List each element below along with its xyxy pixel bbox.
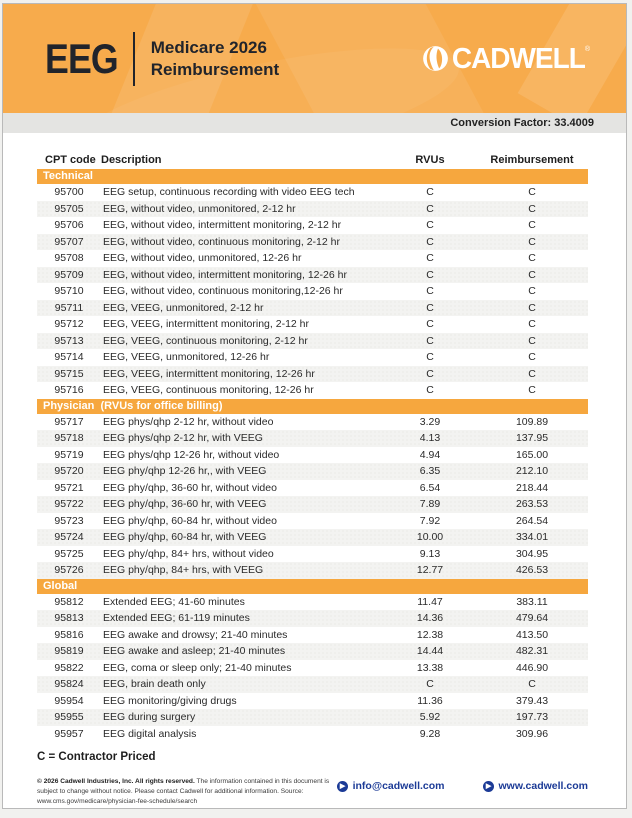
reimbursement-cell: C: [528, 268, 536, 281]
reimbursement-cell: 218.44: [515, 481, 549, 494]
rvus-cell: C: [426, 334, 434, 347]
section-rows: [37, 414, 588, 579]
table-row: [37, 447, 588, 464]
contractor-priced-legend: C = Contractor Priced: [37, 751, 156, 763]
cpt-code-cell: 95824: [54, 678, 84, 691]
cpt-code-cell: 95812: [54, 595, 84, 608]
arrow-circle-icon: ▶: [337, 781, 348, 792]
copyright-rest: The information contained in this document is subject to change without notice. Please contact Cadwell for additional information. Source: www.cms.gov/medicare/physician-fee-schedule/search: [37, 778, 330, 805]
table-header-row: [37, 154, 588, 166]
description-cell: EEG, without video, unmonitored, 2-12 hr: [103, 202, 296, 215]
description-cell: EEG, VEEG, continuous monitoring, 12-26 hr: [103, 384, 314, 397]
rvus-cell: C: [426, 186, 434, 199]
reimbursement-cell: C: [528, 351, 536, 364]
cpt-code-cell: 95716: [54, 384, 84, 397]
cpt-code-cell: 95705: [54, 202, 84, 215]
arrow-circle-icon: ▶: [483, 781, 494, 792]
description-cell: EEG, without video, continuous monitoring, 2-12 hr: [103, 235, 340, 248]
cpt-code-cell: 95813: [54, 612, 84, 625]
description-cell: EEG phy/qhp, 60-84 hr, without video: [103, 514, 277, 527]
description-cell: EEG, without video, unmonitored, 12-26 hr: [103, 252, 302, 265]
cpt-code-cell: 95819: [54, 645, 84, 658]
cadwell-logo-icon: [422, 45, 449, 72]
rvus-cell: 4.13: [419, 432, 441, 445]
document-page: [2, 3, 627, 809]
table-row: [37, 201, 588, 218]
fee-table: [3, 154, 626, 742]
rvus-cell: 11.47: [417, 595, 443, 608]
rvus-cell: C: [426, 252, 434, 265]
reimbursement-cell: 263.53: [515, 498, 549, 511]
conversion-factor-label: Conversion Factor: 33.4009: [450, 117, 594, 129]
header-divider: [133, 32, 135, 86]
reimbursement-cell: 426.53: [515, 564, 549, 577]
table-row: [37, 513, 588, 530]
description-cell: EEG, VEEG, intermittent monitoring, 12-26 hr: [103, 367, 315, 380]
email-link[interactable]: [337, 780, 445, 792]
rvus-cell: 7.89: [419, 498, 441, 511]
rvus-cell: C: [426, 285, 434, 298]
cadwell-logo: [422, 43, 590, 75]
page-title: [151, 37, 279, 80]
table-row: [37, 316, 588, 333]
website-link[interactable]: [483, 780, 588, 792]
table-row: [37, 267, 588, 284]
rvus-cell: 12.77: [416, 564, 444, 577]
rvus-cell: 9.28: [419, 727, 441, 740]
section-header-technical: Technical: [37, 169, 588, 184]
reimbursement-cell: C: [528, 202, 536, 215]
cpt-code-cell: 95707: [54, 235, 84, 248]
rvus-cell: 14.44: [416, 645, 444, 658]
table-row: [37, 546, 588, 563]
page-title-line1: Medicare 2026: [150, 38, 267, 58]
description-cell: EEG, VEEG, intermittent monitoring, 2-12 hr: [103, 318, 310, 331]
cpt-code-cell: 95957: [54, 727, 84, 740]
cpt-code-cell: 95711: [54, 301, 84, 314]
description-cell: EEG phy/qhp 12-26 hr,, with VEEG: [103, 465, 267, 478]
description-cell: EEG digital analysis: [103, 727, 197, 740]
rvus-cell: C: [426, 235, 434, 248]
table-row: [37, 627, 588, 644]
conversion-factor-bar: [3, 113, 626, 133]
reimbursement-cell: C: [528, 367, 536, 380]
footer: [37, 777, 588, 807]
description-cell: EEG, without video, continuous monitoring,12-26 hr: [103, 285, 343, 298]
reimbursement-cell: 379.43: [515, 694, 549, 707]
cpt-code-cell: 95955: [54, 711, 84, 724]
table-row: [37, 463, 588, 480]
cpt-code-cell: 95717: [54, 415, 84, 428]
description-cell: EEG phys/qhp 2-12 hr, without video: [103, 415, 274, 428]
cpt-code-cell: 95708: [54, 252, 84, 265]
section-rows: [37, 184, 588, 399]
cadwell-logo-text: CADWELL: [451, 42, 585, 74]
rvus-cell: 6.54: [419, 481, 441, 494]
table-row: [37, 283, 588, 300]
table-row: [37, 562, 588, 579]
email-link-label: info@cadwell.com: [352, 780, 445, 792]
description-cell: EEG phys/qhp 2-12 hr, with VEEG: [103, 432, 263, 445]
rvus-cell: C: [426, 219, 434, 232]
reimbursement-cell: C: [528, 678, 536, 691]
cpt-code-cell: 95726: [54, 564, 84, 577]
reimbursement-cell: 482.31: [515, 645, 549, 658]
col-header-reimbursement: Reimbursement: [490, 154, 574, 166]
modality-label: EEG: [45, 34, 118, 82]
description-cell: EEG phy/qhp, 36-60 hr, with VEEG: [103, 498, 267, 511]
reimbursement-cell: 197.73: [515, 711, 549, 724]
reimbursement-cell: 446.90: [515, 661, 549, 674]
table-row: [37, 726, 588, 743]
copyright-text: [37, 777, 337, 807]
col-header-rvus: RVUs: [415, 154, 445, 166]
reimbursement-cell: C: [528, 285, 536, 298]
reimbursement-cell: 479.64: [515, 612, 549, 625]
description-cell: EEG, VEEG, unmonitored, 2-12 hr: [103, 301, 264, 314]
reimbursement-cell: C: [528, 186, 536, 199]
rvus-cell: C: [426, 202, 434, 215]
reimbursement-cell: 212.10: [515, 465, 549, 478]
description-cell: EEG phy/qhp, 60-84 hr, with VEEG: [103, 531, 267, 544]
table-row: [37, 382, 588, 399]
table-row: [37, 610, 588, 627]
reimbursement-cell: C: [528, 235, 536, 248]
description-cell: EEG phy/qhp, 36-60 hr, without video: [103, 481, 277, 494]
description-cell: EEG, VEEG, unmonitored, 12-26 hr: [103, 351, 270, 364]
table-row: [37, 693, 588, 710]
table-row: [37, 250, 588, 267]
cpt-code-cell: 95719: [54, 448, 84, 461]
header-band: [3, 4, 626, 113]
copyright-bold: © 2026 Cadwell Industries, Inc. All rights reserved.: [37, 778, 195, 785]
rvus-cell: 9.13: [419, 547, 441, 560]
rvus-cell: 3.29: [419, 415, 441, 428]
registered-mark: ®: [584, 45, 590, 53]
cpt-code-cell: 95822: [54, 661, 84, 674]
description-cell: EEG phy/qhp, 84+ hrs, with VEEG: [103, 564, 264, 577]
description-cell: EEG, coma or sleep only; 21-40 minutes: [103, 661, 292, 674]
page-title-line2: Reimbursement: [150, 59, 280, 79]
rvus-cell: C: [426, 318, 434, 331]
reimbursement-cell: C: [528, 318, 536, 331]
cpt-code-cell: 95715: [54, 367, 84, 380]
table-row: [37, 709, 588, 726]
description-cell: EEG, without video, intermittent monitoring, 2-12 hr: [103, 219, 342, 232]
cpt-code-cell: 95710: [54, 285, 84, 298]
rvus-cell: C: [426, 351, 434, 364]
table-row: [37, 529, 588, 546]
description-cell: Extended EEG; 61-119 minutes: [103, 612, 250, 625]
reimbursement-cell: 383.11: [516, 595, 548, 608]
description-cell: EEG monitoring/giving drugs: [103, 694, 237, 707]
rvus-cell: 12.38: [416, 628, 444, 641]
rvus-cell: C: [426, 367, 434, 380]
reimbursement-cell: C: [528, 219, 536, 232]
reimbursement-cell: C: [528, 252, 536, 265]
reimbursement-cell: 165.00: [515, 448, 549, 461]
rvus-cell: C: [426, 678, 434, 691]
description-cell: Extended EEG; 41-60 minutes: [103, 595, 245, 608]
fee-table-body: [37, 169, 588, 742]
description-cell: EEG, without video, intermittent monitoring, 12-26 hr: [103, 268, 347, 281]
table-row: [37, 414, 588, 431]
reimbursement-cell: 137.95: [515, 432, 549, 445]
cpt-code-cell: 95720: [54, 465, 84, 478]
cpt-code-cell: 95725: [54, 547, 84, 560]
rvus-cell: 13.38: [416, 661, 444, 674]
table-row: [37, 660, 588, 677]
description-cell: EEG phy/qhp, 84+ hrs, without video: [103, 547, 274, 560]
section-header-global: Global: [37, 579, 588, 594]
reimbursement-cell: 334.01: [515, 531, 549, 544]
rvus-cell: C: [426, 268, 434, 281]
table-row: [37, 480, 588, 497]
reimbursement-cell: 413.50: [515, 628, 549, 641]
cpt-code-cell: 95722: [54, 498, 84, 511]
table-row: [37, 234, 588, 251]
reimbursement-cell: C: [528, 334, 536, 347]
description-cell: EEG, brain death only: [103, 678, 206, 691]
cpt-code-cell: 95954: [54, 694, 84, 707]
cpt-code-cell: 95714: [54, 351, 84, 364]
table-row: [37, 643, 588, 660]
cpt-code-cell: 95706: [54, 219, 84, 232]
section-header-physician: Physician (RVUs for office billing): [37, 399, 588, 414]
cpt-code-cell: 95718: [54, 432, 84, 445]
table-row: [37, 300, 588, 317]
table-row: [37, 594, 588, 611]
reimbursement-cell: 264.54: [515, 514, 549, 527]
col-header-cpt-code: CPT code: [45, 154, 96, 166]
description-cell: EEG setup, continuous recording with video EEG tech: [103, 186, 355, 199]
rvus-cell: 11.36: [417, 694, 443, 707]
col-header-description: Description: [101, 154, 162, 166]
table-row: [37, 430, 588, 447]
cpt-code-cell: 95709: [54, 268, 84, 281]
cpt-code-cell: 95724: [54, 531, 84, 544]
table-row: [37, 366, 588, 383]
rvus-cell: C: [426, 384, 434, 397]
rvus-cell: 14.36: [416, 612, 444, 625]
rvus-cell: 7.92: [419, 514, 441, 527]
reimbursement-cell: 309.96: [515, 727, 549, 740]
rvus-cell: 6.35: [419, 465, 441, 478]
cpt-code-cell: 95713: [54, 334, 84, 347]
reimbursement-cell: 304.95: [515, 547, 549, 560]
rvus-cell: C: [426, 301, 434, 314]
rvus-cell: 10.00: [416, 531, 444, 544]
description-cell: EEG during surgery: [103, 711, 196, 724]
table-row: [37, 349, 588, 366]
rvus-cell: 4.94: [419, 448, 441, 461]
description-cell: EEG, VEEG, continuous monitoring, 2-12 hr: [103, 334, 308, 347]
table-row: [37, 496, 588, 513]
description-cell: EEG awake and drowsy; 21-40 minutes: [103, 628, 288, 641]
cpt-code-cell: 95816: [54, 628, 84, 641]
cpt-code-cell: 95721: [54, 481, 84, 494]
website-link-label: www.cadwell.com: [498, 780, 588, 792]
table-row: [37, 676, 588, 693]
table-row: [37, 184, 588, 201]
reimbursement-cell: C: [528, 301, 536, 314]
cpt-code-cell: 95700: [54, 186, 84, 199]
section-rows: [37, 594, 588, 743]
reimbursement-cell: 109.89: [515, 415, 549, 428]
table-row: [37, 333, 588, 350]
cpt-code-cell: 95712: [54, 318, 84, 331]
rvus-cell: 5.92: [419, 711, 441, 724]
table-row: [37, 217, 588, 234]
reimbursement-cell: C: [528, 384, 536, 397]
cpt-code-cell: 95723: [54, 514, 84, 527]
description-cell: EEG awake and asleep; 21-40 minutes: [103, 645, 286, 658]
description-cell: EEG phys/qhp 12-26 hr, without video: [103, 448, 280, 461]
